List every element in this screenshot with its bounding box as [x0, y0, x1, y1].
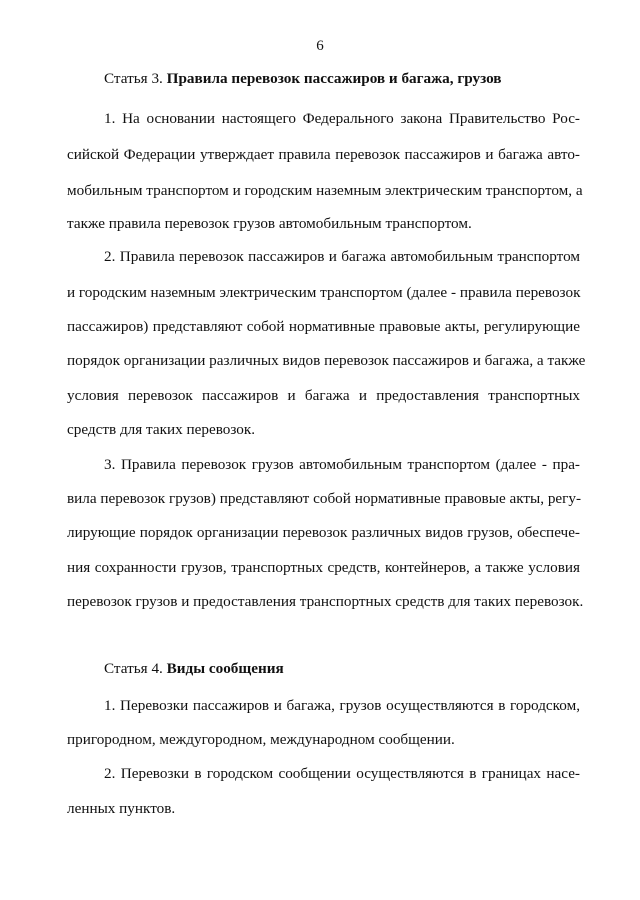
article-3-p2-line-1: 2. Правила перевозок пассажиров и багажа автомобильным транспортом — [104, 248, 580, 265]
article-4-prefix: Статья 4. — [104, 660, 163, 677]
article-4-title: Виды сообщения — [166, 660, 284, 677]
article-3-title: Правила перевозок пассажиров и багажа, грузов — [166, 70, 502, 87]
article-4-p1-line-2: пригородном, междугородном, международном сообщении. — [67, 731, 455, 748]
article-3-p2-line-5: условия перевозок пассажиров и багажа и предоставления транспортных — [67, 387, 580, 404]
article-4-p2-line-2: ленных пунктов. — [67, 800, 176, 817]
article-3-p3-line-4: ния сохранности грузов, транспортных средств, контейнеров, а также условия — [67, 559, 580, 576]
page-number: 6 — [316, 38, 324, 54]
article-3-p1-line-2: сийской Федерации утверждает правила перевозок пассажиров и багажа авто- — [67, 146, 580, 163]
article-3-p2-line-4: порядок организации различных видов перевозок пассажиров и багажа, а также — [67, 352, 586, 369]
article-3-p2-line-6: средств для таких перевозок. — [67, 421, 256, 438]
article-3-prefix: Статья 3. — [104, 70, 163, 87]
article-3-p3-line-5: перевозок грузов и предоставления транспортных средств для таких перевозок. — [67, 593, 584, 610]
article-4-p2-line-1: 2. Перевозки в городском сообщении осуществляются в границах насе- — [104, 765, 580, 782]
article-3-p2-line-2: и городским наземным электрическим транспортом (далее - правила перевозок — [67, 284, 581, 301]
article-3-heading — [104, 70, 502, 88]
article-3-p3-line-3: лирующие порядок организации перевозок различных видов грузов, обеспече- — [67, 524, 580, 541]
article-3-p3-line-2: вила перевозок грузов) представляют собой нормативные правовые акты, регу- — [67, 490, 582, 507]
article-4-heading — [104, 660, 284, 678]
article-4-p1-line-1: 1. Перевозки пассажиров и багажа, грузов осуществляются в городском, — [104, 697, 580, 714]
article-3-p1-line-4: также правила перевозок грузов автомобильным транспортом. — [67, 215, 472, 232]
article-3-p2-line-3: пассажиров) представляют собой нормативные правовые акты, регулирующие — [67, 318, 580, 335]
article-3-p1-line-3: мобильным транспортом и городским наземным электрическим транспортом, а — [67, 182, 583, 199]
article-3-p1-line-1: 1. На основании настоящего Федерального закона Правительство Рос- — [104, 110, 580, 127]
article-3-p3-line-1: 3. Правила перевозок грузов автомобильным транспортом (далее - пра- — [104, 456, 580, 473]
